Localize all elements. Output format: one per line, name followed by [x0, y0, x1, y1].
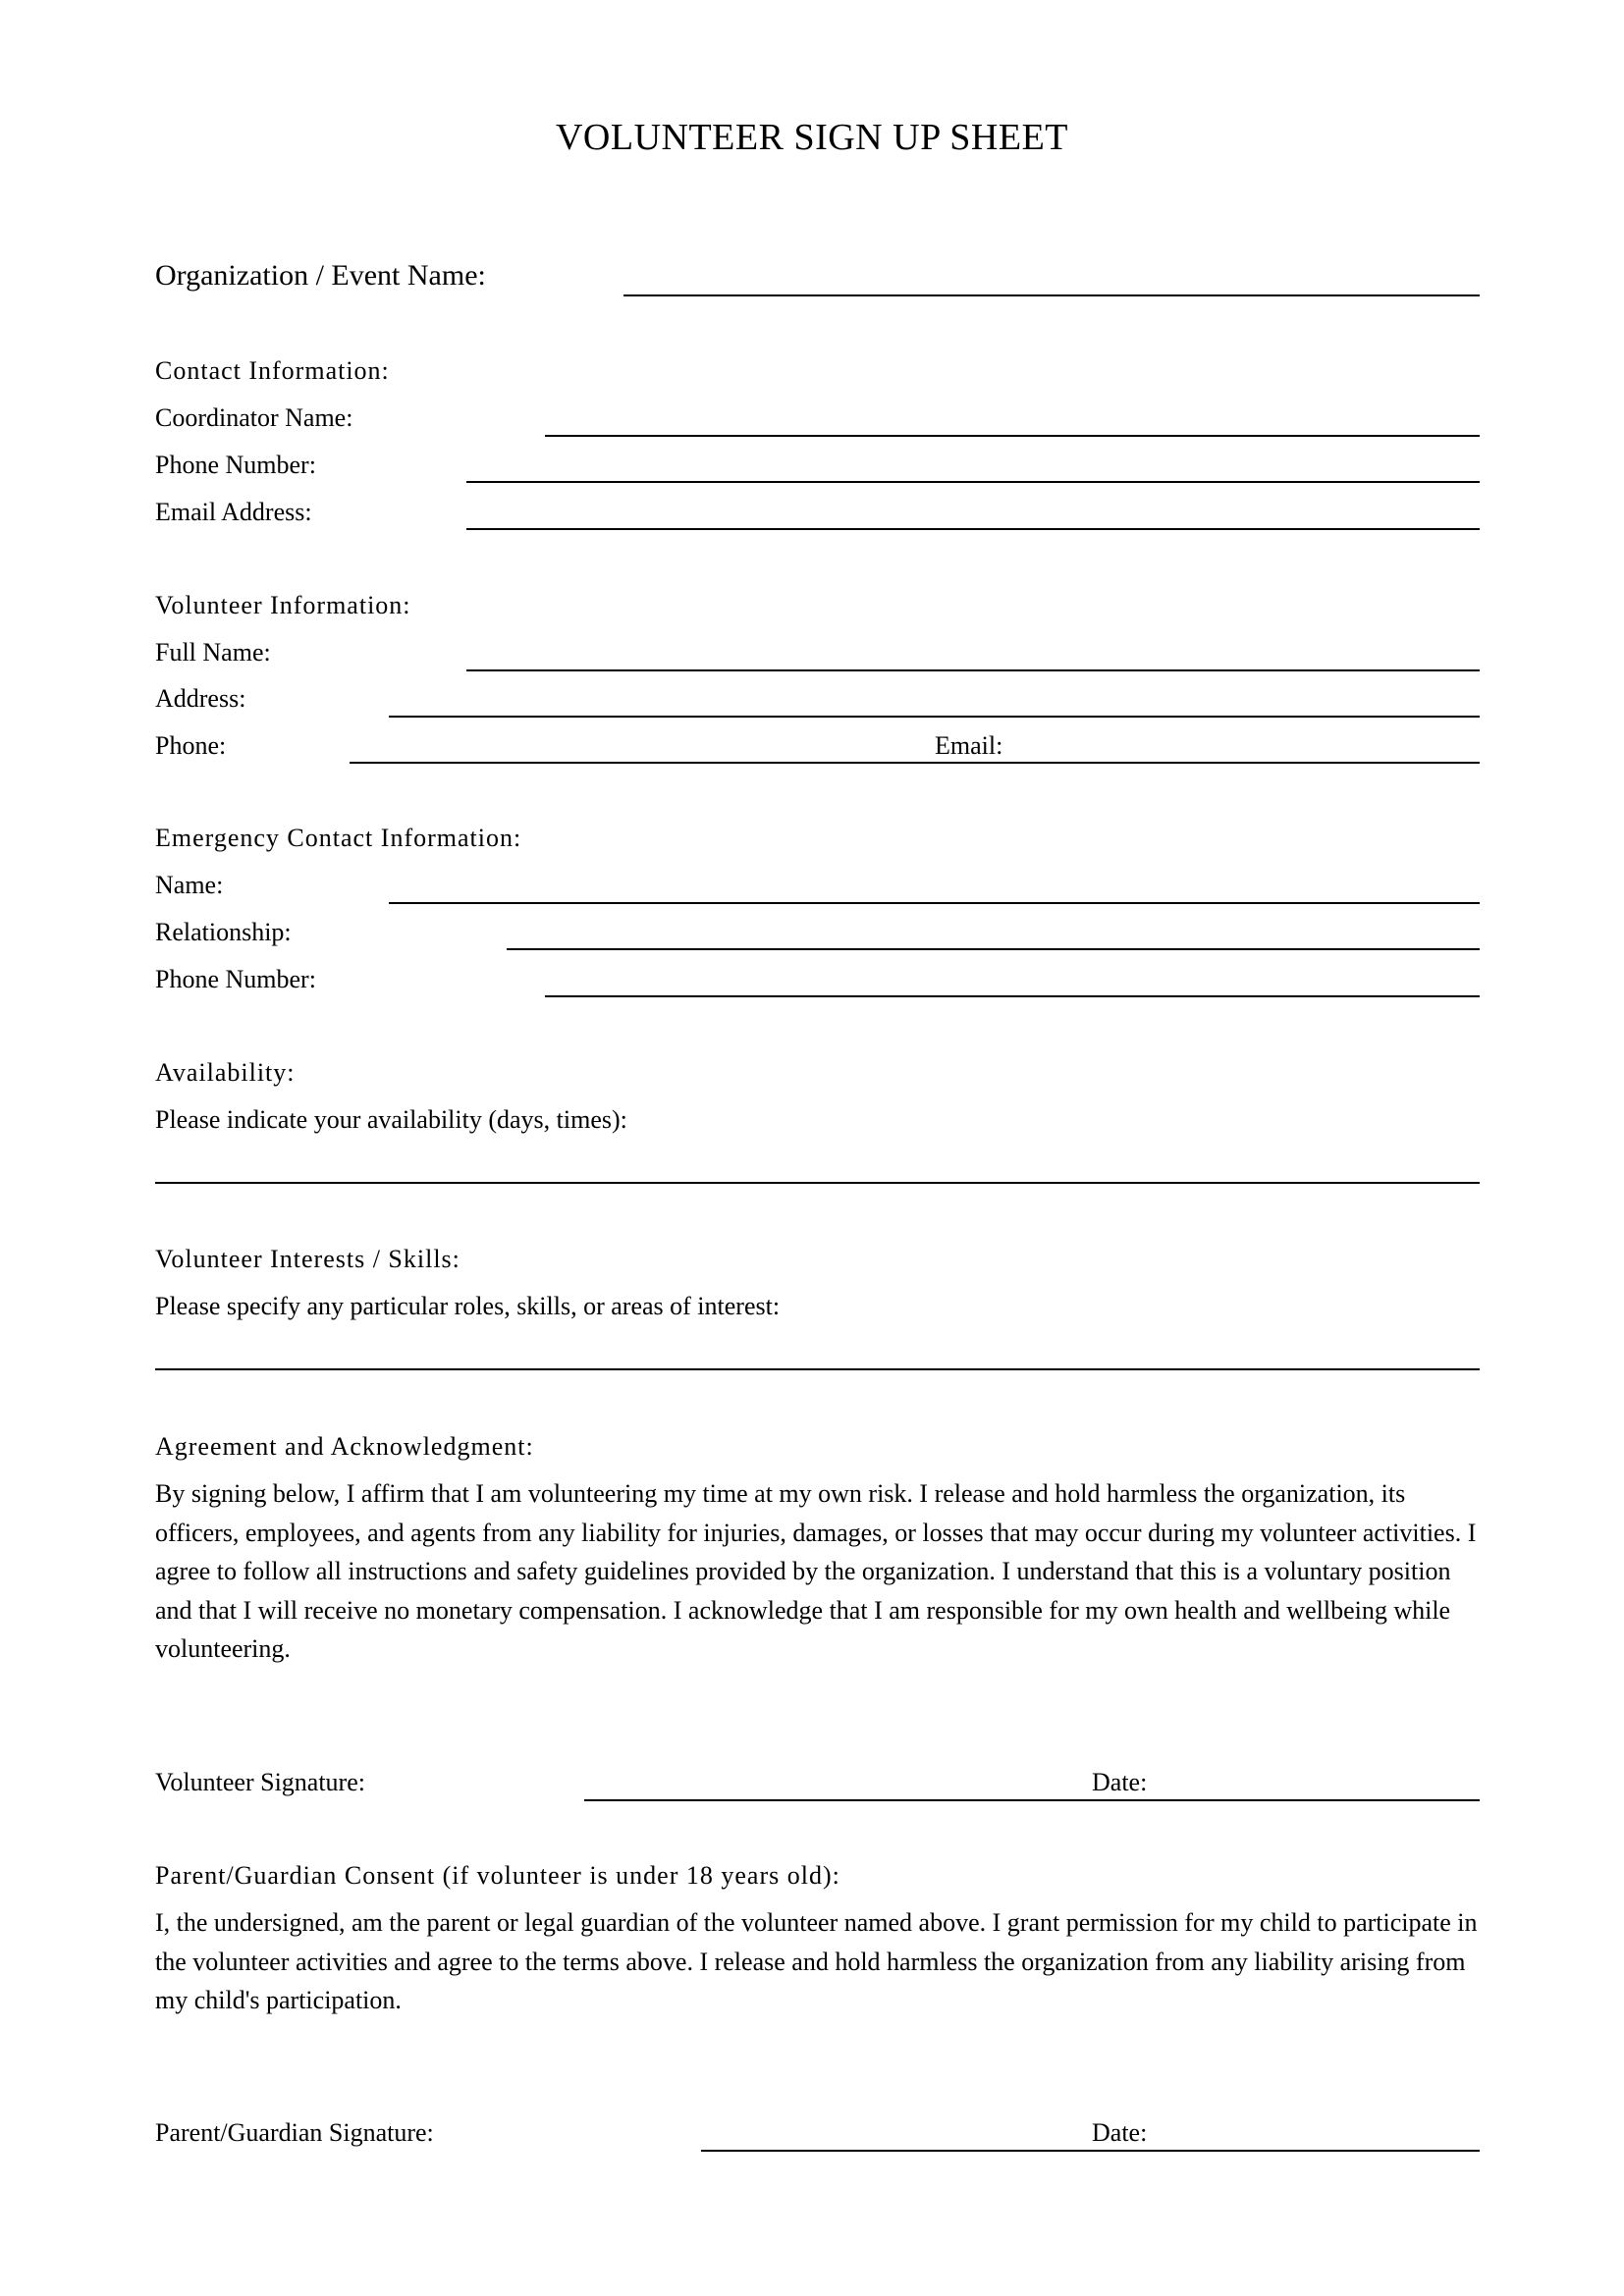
guardian-consent-text: I, the undersigned, am the parent or legal guardian of the volunteer named above. I grant permission for my child to participate in the volunteer activities and agree to the terms above. I release and hold harmless the organization from any liability arising from my child's participation. [155, 1908, 1478, 2014]
agreement-heading: Agreement and Acknowledgment: [155, 1432, 534, 1461]
emergency-phone-field[interactable] [545, 995, 1480, 997]
guardian-date-label: Date: [1092, 2118, 1148, 2147]
volunteer-email-label: Email: [935, 731, 1003, 760]
interests-heading: Volunteer Interests / Skills: [155, 1245, 460, 1273]
full-name-field[interactable] [466, 669, 1480, 671]
coordinator-name-label: Coordinator Name: [155, 403, 353, 432]
form-title: VOLUNTEER SIGN UP SHEET [555, 117, 1068, 158]
full-name-label: Full Name: [155, 638, 271, 667]
contact-email-field[interactable] [466, 528, 1480, 530]
contact-phone-field[interactable] [466, 481, 1480, 483]
volunteer-info-heading: Volunteer Information: [155, 591, 411, 619]
relationship-label: Relationship: [155, 918, 292, 946]
address-label: Address: [155, 684, 246, 713]
interests-field[interactable] [155, 1368, 1480, 1370]
org-event-name-field[interactable] [623, 294, 1480, 296]
availability-heading: Availability: [155, 1058, 296, 1087]
availability-prompt: Please indicate your availability (days, times): [155, 1105, 627, 1134]
volunteer-phone-label: Phone: [155, 731, 227, 760]
volunteer-date-label: Date: [1092, 1768, 1148, 1796]
emergency-name-label: Name: [155, 871, 224, 899]
address-field[interactable] [389, 716, 1480, 718]
coordinator-name-field[interactable] [545, 435, 1480, 437]
guardian-signature-label: Parent/Guardian Signature: [155, 2118, 434, 2147]
interests-prompt: Please specify any particular roles, skills, or areas of interest: [155, 1292, 781, 1320]
contact-email-label: Email Address: [155, 498, 312, 526]
volunteer-signature-label: Volunteer Signature: [155, 1768, 365, 1796]
relationship-field[interactable] [507, 948, 1480, 950]
availability-field[interactable] [155, 1182, 1480, 1184]
emergency-name-field[interactable] [389, 902, 1480, 904]
emergency-contact-heading: Emergency Contact Information: [155, 824, 522, 852]
org-event-name-label: Organization / Event Name: [155, 259, 486, 292]
emergency-phone-label: Phone Number: [155, 965, 316, 993]
guardian-consent-heading: Parent/Guardian Consent (if volunteer is under 18 years old): [155, 1861, 840, 1890]
volunteer-signature-field[interactable] [584, 1799, 1480, 1801]
agreement-text: By signing below, I affirm that I am volunteering my time at my own risk. I release and hold harmless the organization, its officers, employees, and agents from any liability for injuries, damages, or losses that may occur during my volunteer activities. I agree to follow all instructions and safety guidelines provided by the organization. I understand that this is a voluntary position and that I will receive no monetary compensation. I acknowledge that I am responsible for my own health and wellbeing while volunteering. [155, 1479, 1477, 1663]
guardian-signature-field[interactable] [701, 2150, 1480, 2152]
contact-phone-label: Phone Number: [155, 451, 316, 479]
contact-info-heading: Contact Information: [155, 356, 390, 385]
volunteer-phone-email-field[interactable] [350, 762, 1480, 764]
